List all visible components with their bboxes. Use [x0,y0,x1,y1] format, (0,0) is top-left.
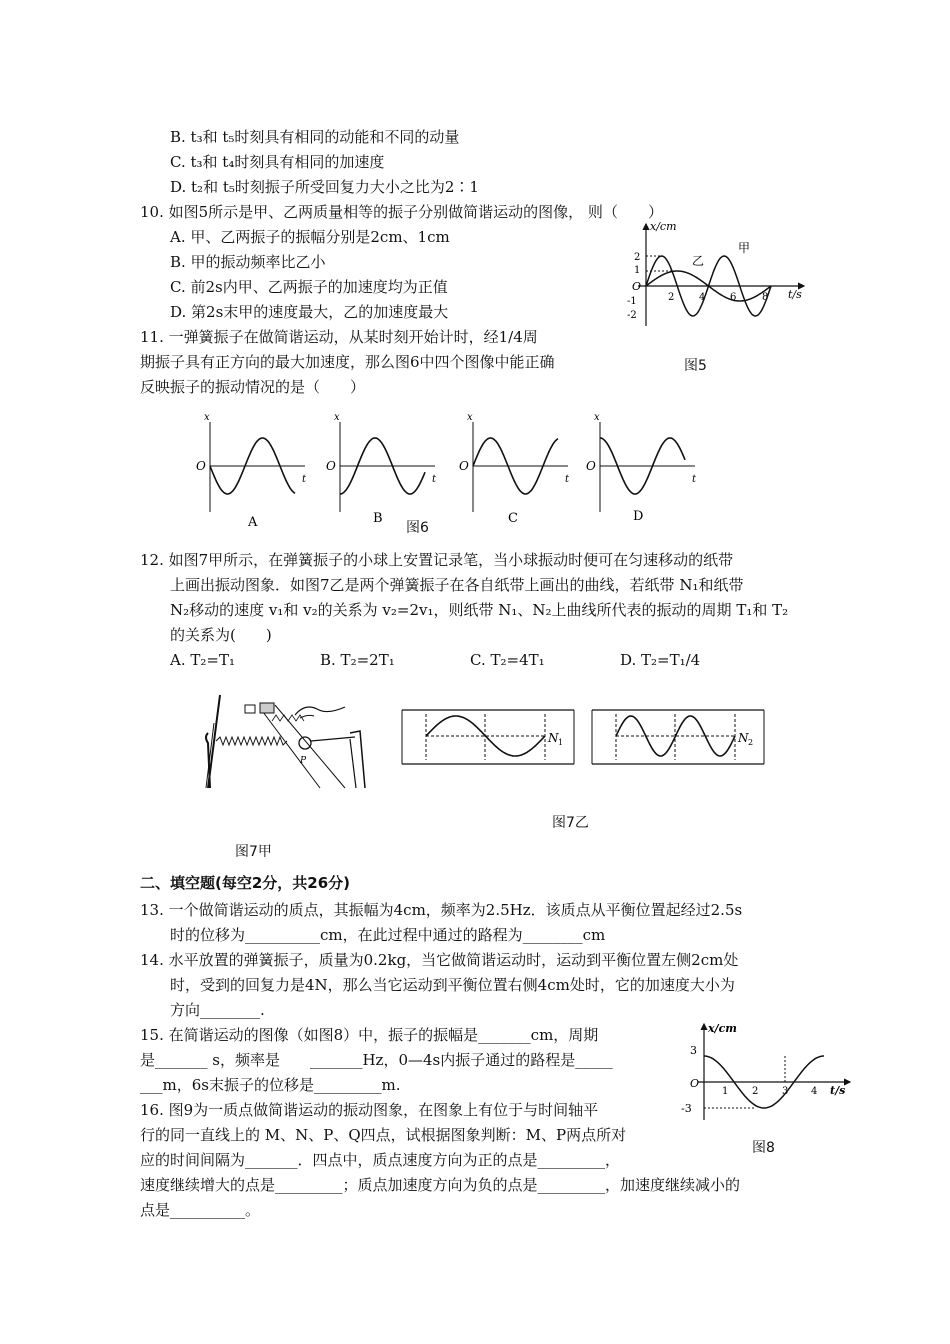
q12-line4: 的关系为( ) [170,626,272,644]
q10-option-c: C. 前2s内甲、乙两振子的加速度均为正值 [170,278,448,296]
fig6-t-label: t [692,474,697,485]
q13-line1: 13. 一个做简谐运动的质点，其振幅为4cm，频率为2.5Hz．该质点从平衡位置起经过2.5s [140,901,743,919]
fig6-graph-d [586,412,697,512]
q12-line2: 上画出振动图象．如图7乙是两个弹簧振子在各自纸带上画出的曲线，若纸带 N₁和纸带 [170,576,744,594]
fig6-origin: O [326,459,336,473]
section-2-heading: 二、填空题(每空2分，共26分) [140,874,351,892]
fig5-origin: O [632,280,642,293]
fig8-xtick: 2 [752,1086,759,1097]
q10-option-d: D. 第2s末甲的速度最大，乙的加速度最大 [170,303,449,321]
figure-7a-apparatus [200,693,380,793]
q12-line1: 12. 如图7甲所示，在弹簧振子的小球上安置记录笔，当小球振动时便可在匀速移动的纸带 [140,551,734,569]
q12-option-d: D. T₂=T₁/4 [620,651,701,669]
fig7a-label-p: P [300,756,307,766]
fig6-graph-a [196,412,307,512]
q9-option-c: C. t₃和 t₄时刻具有相同的加速度 [170,153,385,171]
q12-option-c: C. T₂=4T₁ [470,651,545,669]
fig5-xtick: 2 [668,292,675,303]
tape-n2-sub: 2 [748,738,754,747]
figure-7b-tapes [402,708,772,778]
fig8-xlabel: t/s [830,1084,846,1097]
fig6-option-a: A [248,515,258,530]
q11-line2: 期振子具有正方向的最大加速度，那么图6中四个图像中能正确 [140,353,555,371]
fig7a-caption: 图7甲 [235,844,272,860]
fig8-xtick: 3 [782,1086,789,1097]
fig5-xtick: 8 [762,292,769,303]
q9-option-b: B. t₃和 t₅时刻具有相同的动能和不同的动量 [170,128,460,146]
q16-line1: 16. 图9为一质点做简谐运动的振动图象，在图象上有位于与时间轴平 [140,1101,599,1119]
fig5-label-jia: 甲 [738,241,751,255]
q13-line2: 时的位移为__________cm，在此过程中通过的路程为________cm [170,926,606,944]
fig6-x-label: x [467,412,473,423]
fig6-x-label: x [594,412,600,423]
q12-option-b: B. T₂=2T₁ [320,651,395,669]
fig5-ytick: -2 [627,310,637,321]
q11-line3: 反映振子的振动情况的是（ ） [140,378,366,396]
q16-line3: 应的时间间隔为_______．四点中，质点速度方向为正的点是_________， [140,1151,621,1169]
fig8-ytick-top: 3 [690,1044,697,1057]
q16-line2: 行的同一直线上的 M、N、P、Q四点，试根据图象判断：M、P两点所对 [140,1126,627,1144]
fig6-t-label: t [302,474,307,485]
figure-5 [622,218,812,328]
fig5-caption: 图5 [684,358,707,374]
fig6-x-label: x [204,412,210,423]
fig6-caption: 图6 [406,520,429,536]
figure-8 [680,1020,855,1125]
fig5-xlabel: t/s [788,288,802,301]
q12-option-a: A. T₂=T₁ [170,651,235,669]
fig8-origin: O [690,1077,700,1090]
q11-line1: 11. 一弹簧振子在做简谐运动，从某时刻开始计时，经1/4周 [140,328,538,346]
fig5-xtick: 6 [730,292,737,303]
q16-line5: 点是__________。 [140,1201,261,1219]
q12-line3: N₂移动的速度 v₁和 v₂的关系为 v₂=2v₁，则纸带 N₁、N₂上曲线所代表的振动的周期 T₁和 T₂ [170,601,789,619]
q10-option-a: A. 甲、乙两振子的振幅分别是2cm、1cm [170,228,450,246]
spring [216,737,287,745]
tape-n2 [592,710,764,764]
fig6-option-c: C [508,511,518,526]
fig8-caption: 图8 [752,1140,775,1156]
fig6-t-label: t [432,474,437,485]
fig5-ylabel: x/cm [650,220,677,233]
q9-option-d: D. t₂和 t₅时刻振子所受回复力大小之比为2∶1 [170,178,479,196]
fig5-xtick: 4 [699,292,706,303]
fig6-origin: O [586,459,596,473]
figure-6 [190,402,720,532]
ball [299,737,311,749]
fig8-xtick: 1 [722,1086,729,1097]
fig5-label-yi: 乙 [692,254,705,268]
fig5-ytick: -1 [627,296,637,307]
q10-option-b: B. 甲的振动频率比乙小 [170,253,326,271]
fig5-ytick: 2 [634,252,641,263]
fig6-option-d: D [633,509,644,524]
fig7b-caption: 图7乙 [552,815,589,831]
fig6-graph-c [459,412,570,512]
q15-line3: ___m，6s末振子的位移是_________m. [140,1076,401,1094]
fig8-ylabel: x/cm [708,1022,737,1035]
fig6-x-label: x [334,412,340,423]
fig8-xtick: 4 [811,1086,818,1097]
fig6-origin: O [459,459,469,473]
tape-n1-sub: 1 [558,738,564,747]
fig5-ytick: 1 [634,265,641,276]
fig6-graph-b [326,412,437,512]
fig8-ytick-bottom: -3 [681,1102,692,1115]
q14-line2: 时，受到的回复力是4N，那么当它运动到平衡位置右侧4cm处时，它的加速度大小为 [170,976,735,994]
q16-line4: 速度继续增大的点是_________；质点加速度方向为负的点是_________，加速度继续减小的 [140,1176,741,1194]
q15-line1: 15. 在简谐运动的图像（如图8）中，振子的振幅是_______cm，周期 [140,1026,599,1044]
q15-line2: 是_______ s，频率是 _______Hz，0—4s内振子通过的路程是_____ [140,1051,613,1069]
fig6-t-label: t [565,474,570,485]
tape-n1 [402,710,574,764]
q14-line1: 14. 水平放置的弹簧振子，质量为0.2kg，当它做简谐运动时，运动到平衡位置左侧2cm处 [140,951,739,969]
tape-n2-label: N [738,731,749,745]
q10-stem: 10. 如图5所示是甲、乙两质量相等的振子分别做简谐运动的图像， 则（ ） [140,203,663,221]
fig6-option-b: B [373,511,383,526]
fig6-origin: O [196,459,206,473]
tape-n1-label: N [548,731,559,745]
q14-line3: 方向________. [170,1001,265,1019]
